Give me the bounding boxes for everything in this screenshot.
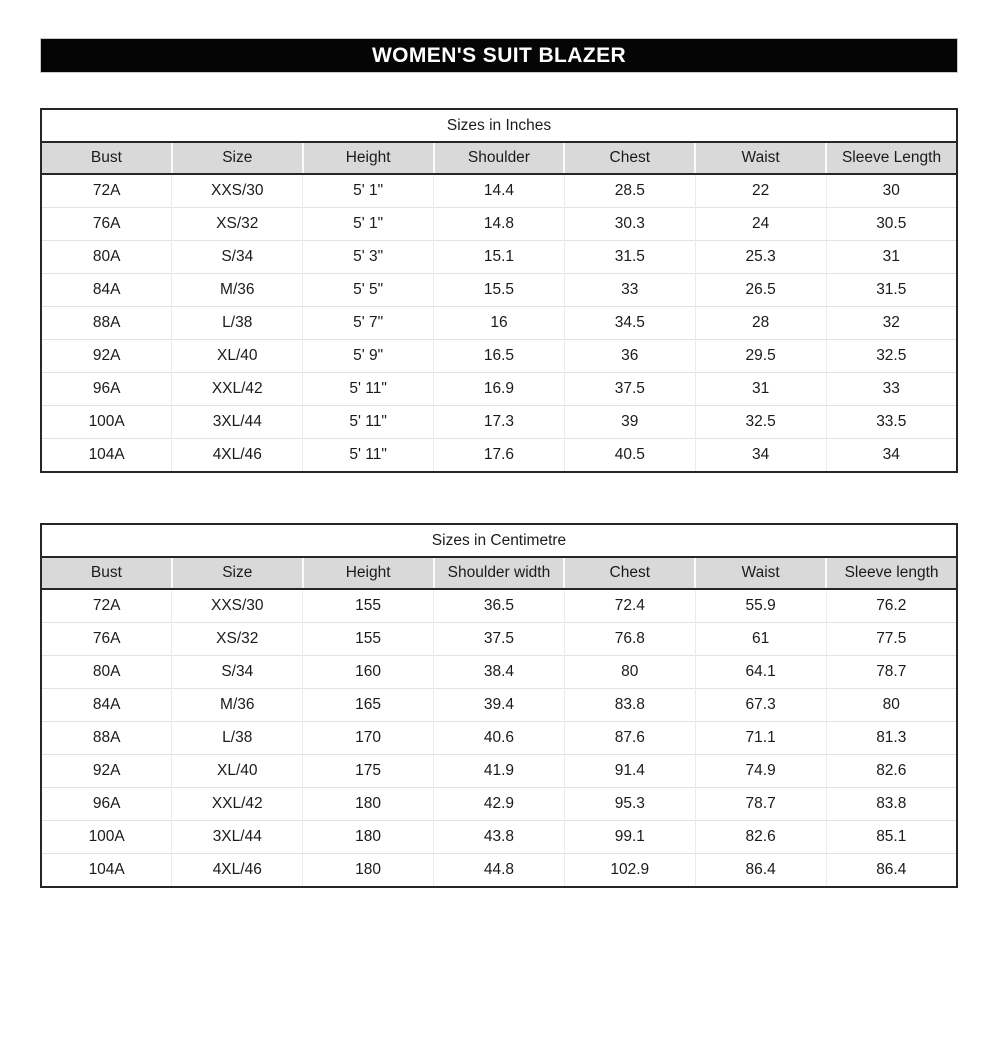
table-cell: 17.6: [434, 439, 565, 473]
table-cell: 16.5: [434, 340, 565, 373]
table-cell: 170: [303, 722, 434, 755]
table-cell: 17.3: [434, 406, 565, 439]
table-cell: 5' 7": [303, 307, 434, 340]
table-cell: 83.8: [564, 689, 695, 722]
table-cell: 64.1: [695, 656, 826, 689]
table-cell: 82.6: [695, 821, 826, 854]
table-cell: 32.5: [695, 406, 826, 439]
table-cell: 3XL/44: [172, 821, 303, 854]
table-body: [41, 174, 957, 472]
table-cell: 74.9: [695, 755, 826, 788]
table-cell: 24: [695, 208, 826, 241]
table-row: [41, 307, 957, 340]
table-cell: 39: [564, 406, 695, 439]
table-cell: XS/32: [172, 623, 303, 656]
table-cell: M/36: [172, 689, 303, 722]
table-cell: 43.8: [434, 821, 565, 854]
table-cell: 44.8: [434, 854, 565, 888]
table-cell: 26.5: [695, 274, 826, 307]
column-header: Height: [303, 557, 434, 589]
table-cell: 28: [695, 307, 826, 340]
table-cell: 88A: [41, 722, 172, 755]
column-header: Waist: [695, 142, 826, 174]
table-cell: 31: [695, 373, 826, 406]
table-cell: 34.5: [564, 307, 695, 340]
table-cell: 14.8: [434, 208, 565, 241]
table-cell: 104A: [41, 854, 172, 888]
table-cell: 42.9: [434, 788, 565, 821]
table-cell: 15.1: [434, 241, 565, 274]
table-row: [41, 208, 957, 241]
table-cell: 22: [695, 174, 826, 208]
table-cell: S/34: [172, 656, 303, 689]
table-cell: 155: [303, 589, 434, 623]
table-cell: 77.5: [826, 623, 957, 656]
table-row: [41, 241, 957, 274]
table-cell: 88A: [41, 307, 172, 340]
table-header-row: [41, 557, 957, 589]
table-cell: 71.1: [695, 722, 826, 755]
table-cell: 32: [826, 307, 957, 340]
table-cell: 76A: [41, 623, 172, 656]
table-cell: 16.9: [434, 373, 565, 406]
table-row: [41, 722, 957, 755]
table-cell: 5' 3": [303, 241, 434, 274]
table-title: Sizes in Inches: [41, 109, 957, 142]
table-row: [41, 274, 957, 307]
table-cell: XS/32: [172, 208, 303, 241]
table-cell: XL/40: [172, 340, 303, 373]
table-cell: 85.1: [826, 821, 957, 854]
table-row: [41, 439, 957, 473]
table-cell: 165: [303, 689, 434, 722]
table-cell: 5' 9": [303, 340, 434, 373]
table-cell: 37.5: [564, 373, 695, 406]
table-cell: 4XL/46: [172, 854, 303, 888]
table-row: [41, 788, 957, 821]
table-body: [41, 589, 957, 887]
table-row: [41, 656, 957, 689]
table-cell: 92A: [41, 340, 172, 373]
table-cell: M/36: [172, 274, 303, 307]
table-row: [41, 755, 957, 788]
table-row: [41, 174, 957, 208]
table-cell: 29.5: [695, 340, 826, 373]
table-cell: 3XL/44: [172, 406, 303, 439]
sizes-in-inches-table: [40, 108, 958, 473]
table-row: [41, 623, 957, 656]
table-cell: 180: [303, 854, 434, 888]
table-cell: 80: [826, 689, 957, 722]
table-cell: 33.5: [826, 406, 957, 439]
column-header: Height: [303, 142, 434, 174]
table-cell: 25.3: [695, 241, 826, 274]
table-cell: 33: [564, 274, 695, 307]
table-cell: 55.9: [695, 589, 826, 623]
table-cell: 78.7: [695, 788, 826, 821]
table-cell: 38.4: [434, 656, 565, 689]
table-cell: S/34: [172, 241, 303, 274]
table-cell: 39.4: [434, 689, 565, 722]
table-cell: XXL/42: [172, 373, 303, 406]
table-cell: 91.4: [564, 755, 695, 788]
column-header: Shoulder width: [434, 557, 565, 589]
table-cell: 80: [564, 656, 695, 689]
table-cell: 5' 5": [303, 274, 434, 307]
table-cell: 5' 11": [303, 439, 434, 473]
table-cell: 5' 1": [303, 208, 434, 241]
column-header: Bust: [41, 557, 172, 589]
table-cell: 95.3: [564, 788, 695, 821]
table-cell: 76A: [41, 208, 172, 241]
table-cell: 100A: [41, 406, 172, 439]
table-cell: 34: [826, 439, 957, 473]
table-cell: 78.7: [826, 656, 957, 689]
table-cell: 32.5: [826, 340, 957, 373]
table-cell: 72A: [92, 597, 121, 614]
table-cell: XXS/30: [172, 589, 303, 623]
column-header: Sleeve length: [826, 557, 957, 589]
page-title: WOMEN'S SUIT BLAZER: [40, 38, 958, 73]
table-row: [41, 373, 957, 406]
table-cell: 61: [695, 623, 826, 656]
column-header: Shoulder: [434, 142, 565, 174]
table-cell: 100A: [41, 821, 172, 854]
column-header: Bust: [41, 142, 172, 174]
table-cell: 80A: [41, 241, 172, 274]
table-title: Sizes in Centimetre: [41, 524, 957, 557]
table-cell: 180: [303, 821, 434, 854]
table-cell: L/38: [172, 307, 303, 340]
table-cell: 30.3: [564, 208, 695, 241]
table-cell: 28.5: [564, 174, 695, 208]
table-row: [41, 406, 957, 439]
table-cell: L/38: [172, 722, 303, 755]
table-cell: 155: [303, 623, 434, 656]
table-cell: 76.2: [826, 589, 957, 623]
table-cell: 15.5: [434, 274, 565, 307]
table-cell: 81.3: [826, 722, 957, 755]
table-cell: 5' 1": [303, 174, 434, 208]
table-cell: 5' 11": [303, 406, 434, 439]
table-cell: 72A: [92, 182, 121, 199]
table-cell: 83.8: [826, 788, 957, 821]
table-cell: 160: [303, 656, 434, 689]
table-cell: 86.4: [826, 854, 957, 888]
table-cell: 82.6: [826, 755, 957, 788]
column-header: Size: [172, 557, 303, 589]
table-cell: 40.6: [434, 722, 565, 755]
table-row: [41, 821, 957, 854]
size-chart-page: [0, 38, 1000, 888]
table-cell: 96A: [41, 788, 172, 821]
table-cell: 4XL/46: [172, 439, 303, 473]
table-cell: 5' 11": [303, 373, 434, 406]
table-cell: 36.5: [434, 589, 565, 623]
table-cell: 67.3: [695, 689, 826, 722]
table-cell: 31.5: [564, 241, 695, 274]
table-title-row: [41, 524, 957, 557]
column-header: Size: [172, 142, 303, 174]
column-header: Waist: [695, 557, 826, 589]
sizes-in-centimetre-table: [40, 523, 958, 888]
table-cell: 86.4: [695, 854, 826, 888]
table-cell: 175: [303, 755, 434, 788]
column-header: Chest: [564, 142, 695, 174]
table-cell: 87.6: [564, 722, 695, 755]
table-header-row: [41, 142, 957, 174]
table-cell: 72.4: [564, 589, 695, 623]
table-cell: 102.9: [564, 854, 695, 888]
table-cell: XXS/30: [172, 174, 303, 208]
table-cell: XXL/42: [172, 788, 303, 821]
table-cell: 31.5: [826, 274, 957, 307]
column-header: Sleeve Length: [826, 142, 957, 174]
table-cell: 76.8: [564, 623, 695, 656]
table-cell: 31: [826, 241, 957, 274]
table-row: [41, 854, 957, 888]
column-header: Chest: [564, 557, 695, 589]
table-cell: 33: [826, 373, 957, 406]
table-cell: 84A: [41, 274, 172, 307]
table-cell: 30: [826, 174, 957, 208]
table-cell: 92A: [41, 755, 172, 788]
table-cell: 30.5: [826, 208, 957, 241]
table-cell: 41.9: [434, 755, 565, 788]
table-cell: 80A: [41, 656, 172, 689]
table-cell: 99.1: [564, 821, 695, 854]
table-row: [41, 340, 957, 373]
table-cell: 14.4: [434, 174, 565, 208]
table-cell: 34: [695, 439, 826, 473]
table-cell: 16: [434, 307, 565, 340]
table-cell: 180: [303, 788, 434, 821]
table-row: [41, 589, 957, 623]
table-cell: 104A: [41, 439, 172, 473]
table-cell: 37.5: [434, 623, 565, 656]
table-cell: 36: [564, 340, 695, 373]
table-title-row: [41, 109, 957, 142]
table-row: [41, 689, 957, 722]
table-cell: XL/40: [172, 755, 303, 788]
table-cell: 40.5: [564, 439, 695, 473]
table-cell: 96A: [41, 373, 172, 406]
table-cell: 84A: [41, 689, 172, 722]
